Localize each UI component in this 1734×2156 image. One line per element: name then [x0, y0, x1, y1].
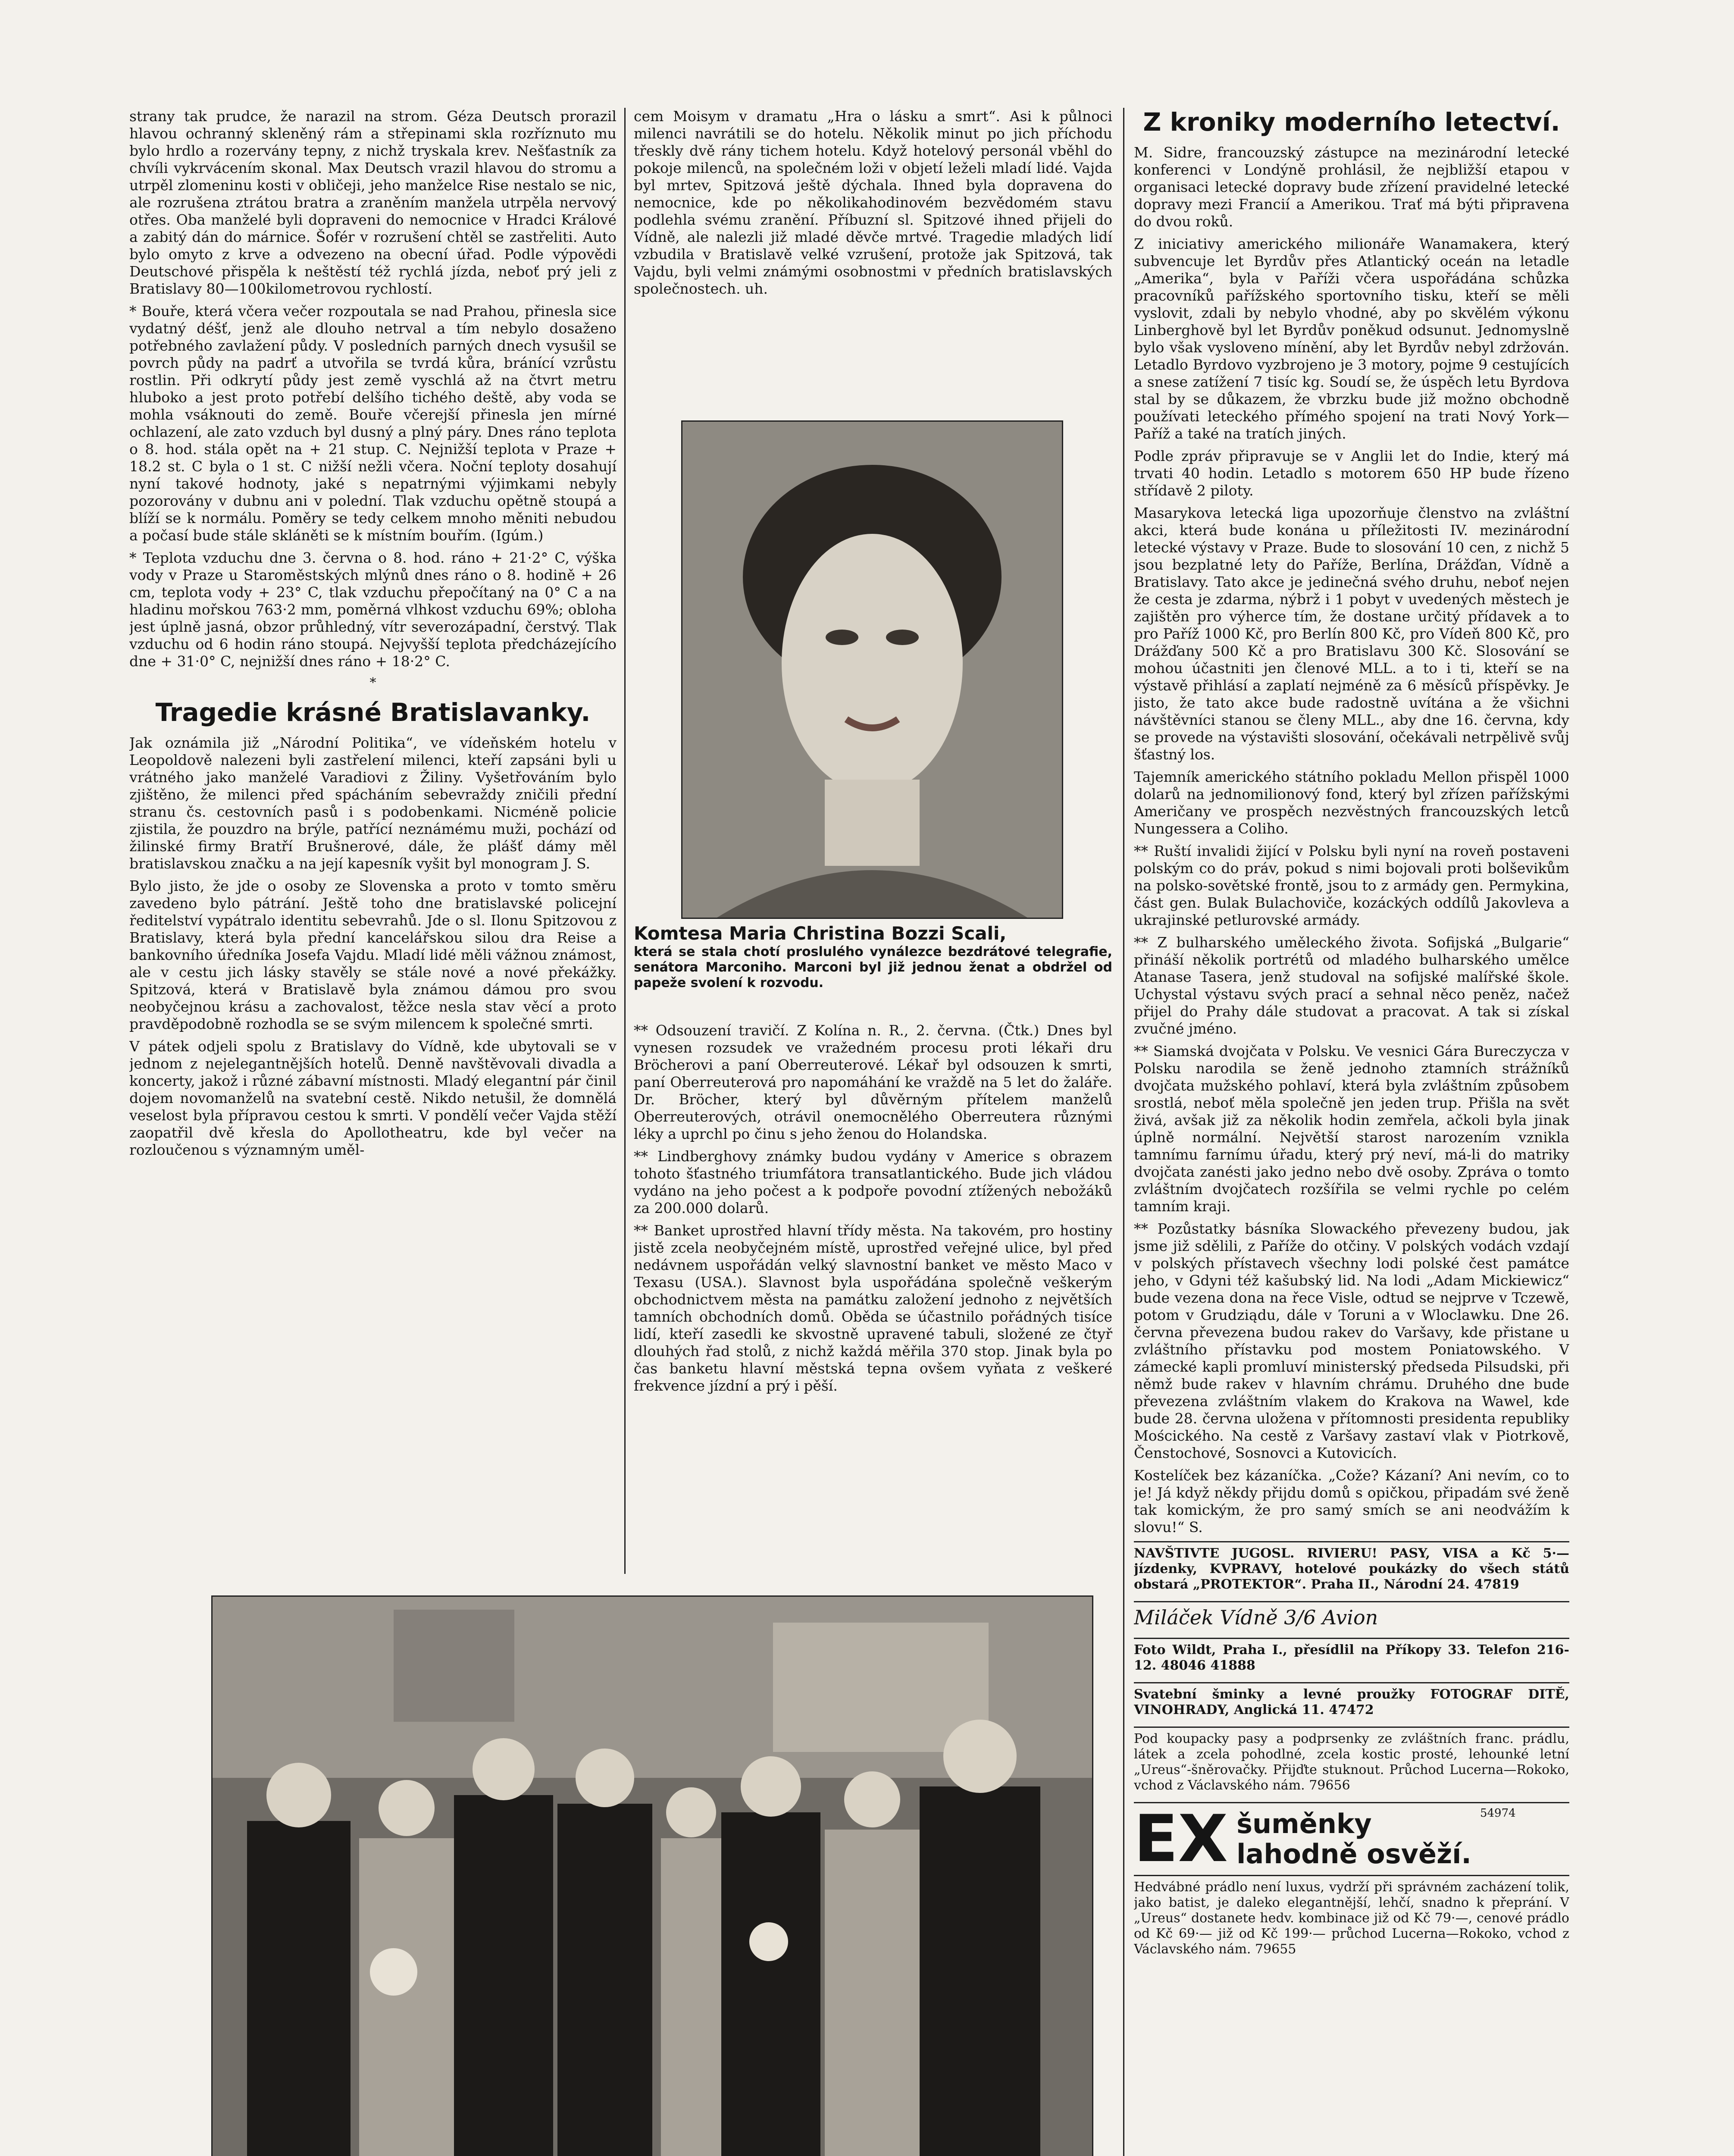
ad-handwritten-text: Miláček Vídně 3/6 Avion	[1134, 1606, 1378, 1629]
ad-ex-line1: šuměnky	[1236, 1808, 1372, 1839]
portrait-caption-text: která se stala chotí proslulého vynálezce bezdrátové telegrafie, senátora Marconiho. Marconi byl již jednou ženat a obdržel od papeže svolení k rozvodu.	[634, 944, 1112, 990]
aviation-sidre: M. Sidre, francouzský zástupce na mezinárodní letecké konferenci v Londýně prohlásil, že nejbližší etapou v organisaci letecké dopravy bude zřízení pravidelné letecké dopravy mezi Francií a Amerikou. Trať má býti připravena do dvou roků.	[1134, 144, 1569, 230]
article-siamese-twins: ** Siamská dvojčata v Polsku. Ve vesnici Gára Bureczycza v Polsku narodila se ženě jednoho ztamních strážníků dvojčata mužského pohlaví, která byla zvláštním způsobem srostlá, neboť měla společně jen jeden trup. Přišla na svět živá, avšak již za několik hodin zemřela, ačkoli byla jinak úplně normální. Největší starost narozením vznikla tamnímu farnímu úřadu, který prý neví, má-li do matriky dvojčata zanésti jako jedno nebo dvě osoby. Zpráva o tomto zvláštním dvojčatech rozšířila se velmi rychle po celém tamním kraji.	[1134, 1043, 1569, 1215]
article-street-banquet: ** Banket uprostřed hlavní třídy města. Na takovém, pro hostiny jistě zcela neobyčejném místě, uprostřed veřejné ulice, byl před nedávnem uspořádán velký slavnostní banket ve město Maco v Texasu (USA.). Slavnost byla uspořádána společně veškerým obchodnictvem města na památku založení jednoho z největších tamních obchodních domů. Oběda se účastnilo pořádných tisíce lidí, kteří zasedli ke skvostně upravené tabuli, složené ze čtyř dlouhých řad stolů, z nichž každá měřila 370 stop. Jinak byla po čas banketu hlavní městská tepna ovšem vyňata z veškeré frekvence jízdní a prý i pěší.	[634, 1222, 1112, 1394]
article-poisoners: ** Odsouzení travičí. Z Kolína n. R., 2. června. (Čtk.) Dnes byl vynesen rozsudek ve vražedném procesu proti lékaři dru Bröcherovi a paní Oberreuterové. Lékař byl odsouzen k smrti, paní Oberreuterová pro napomáhání ke vraždě na 5 let do žaláře. Dr. Bröcher, který byl důvěrným přítelem manželů Oberreuterových, otrávil onemocnělého Oberreutera různými léky a uprchl po činu s jeho ženou do Holandska.	[634, 1022, 1112, 1142]
portrait-caption-title: Komtesa Maria Christina Bozzi Scali,	[634, 923, 1007, 944]
ad-foto-wildt-text: Foto Wildt, Praha I., přesídlil na Příkopy 33. Telefon 216-12. 48046 41888	[1134, 1642, 1569, 1673]
article-joke: Kostelíček bez kázaníčka. „Cože? Kázaní? Ani nevím, co to je! Já když někdy přijdu domů s opičkou, připadám své ženě tak komickým, že pro samý smích se ani neodvážím k slovu!“ S.	[1134, 1467, 1569, 1536]
portrait-image	[682, 422, 1062, 918]
column-divider-2	[1123, 108, 1124, 2156]
portrait-photo	[681, 420, 1063, 919]
ad-ex-code: 54974	[1480, 1807, 1516, 1820]
article-russian-invalids: ** Ruští invalidi žijící v Polsku byli nyní na roveň postaveni polským co do práv, pokud s nimi bojovali proti bolševikům na polsko-sovětské frontě, jsou to z armády gen. Permykina, část gen. Bulak Bulachoviče, kozáckých oddílů Jakovleva a ukrajinské petlurovské armády.	[1134, 843, 1569, 928]
ad-jugoslav-riviera	[1134, 1541, 1569, 1601]
ad-ex-slogan	[1236, 1809, 1471, 1869]
column-middle-bottom	[634, 1022, 1112, 1570]
ad-ex-line2: lahodně osvěží.	[1236, 1838, 1471, 1870]
portrait-caption	[634, 923, 1112, 991]
article-storm: * Bouře, která včera večer rozpoutala se nad Prahou, přinesla sice vydatný déšť, jenž ale dlouho netrval a tím nebylo dosaženo potřebného zavlažení půdy. V posledních parných dnech vysušil se povrch půdy na padrť a utvořila se tvrdá kůra, bránící vzrůstu rostlin. Při odkrytí půdy jest země vyschlá až na čtvrt metru hluboko a jest proto potřebí delšího tichého deště, aby voda se mohla vsáknouti do země. Bouře včerejší přinesla jen mírné ochlazení, ale zato vzduch byl dusný a plný páry. Dnes ráno teplota o 8. hod. stála opět na + 21 stup. C. Nejnižší teplota v Praze + 18.2 st. C byla o 1 st. C nižší nežli včera. Noční teploty dosahují nyní takové hodnoty, jaké s nepatrnými výjimkami nebyly pozorovány v dubnu ani v polední. Tlak vzduchu opětně stoupá a blíží se k normálu. Poměry se tedy celkem mnoho měniti nebudou a počasí bude stále skláněti se k místním bouřím. (Igúm.)	[129, 303, 617, 544]
aviation-mellon: Tajemník amerického státního pokladu Mellon přispěl 1000 dolarů na jednomilionový fond, který byl zřízen pařížskými Američany ve prospěch nezvěstných francouzských letců Nungessera a Coliho.	[1134, 768, 1569, 837]
tragedy-paragraph-1: Jak oznámila již „Národní Politika“, ve vídeňském hotelu v Leopoldově nalezeni byli zastřelení milenci, kteří zapsáni byli u vrátného jako manželé Varadiovi z Žiliny. Vyšetřováním bylo zjištěno, že milenci před spácháním sebevraždy zničili přední stranu čs. cestovních pasů i s podobenkami. Nicméně policie zjistila, že pouzdro na brýle, patřící neznámému muži, pochází od žilinské firmy Bratří Brušnerové, dále, že plášť dámy měl bratislavskou značku a na její kapesník vyšit byl monogram J. S.	[129, 734, 617, 872]
separator-star: *	[369, 675, 376, 690]
tragedy-paragraph-2: Bylo jisto, že jde o osoby ze Slovenska a proto v tomto směru zavedeno bylo pátrání. Ještě toho dne bratislavské policejní ředitelství vypátralo identitu sebevrahů. Jde o sl. Ilonu Spitzovou z Bratislavy, která byla přední kancelářskou silou dra Reise a bankovního úředníka Josefa Vajdu. Mladí lidé měli vážnou známost, ale v cestu jich lásky stavěly se stále nové a nové překážky. Spitzová, která v Bratislavě byla známou dámou pro svou neobyčejnou krásu a zachovalost, těžce nesla stav věcí a proto pravděpodobně rozhodla se se svým milencem k společné smrti.	[129, 877, 617, 1032]
column-divider-1	[624, 108, 626, 1574]
ad-ex-letters: EX	[1134, 1802, 1228, 1877]
headline-tragedy: Tragedie krásné Bratislavanky.	[155, 698, 591, 727]
ad-corsets	[1134, 1727, 1569, 1802]
ad-silk-lingerie	[1134, 1875, 1569, 1966]
headline-aviation: Z kroniky moderního letectví.	[1143, 108, 1560, 137]
ad-corsets-text: Pod koupacky pasy a podprsenky ze zvláštních franc. prádlu, látek a zcela pohodlné, zcela kostic prosté, lehounké letní „Ureus“-šněrovačky. Přijďte stuknout. Průchod Lucerna—Rokoko, vchod z Václavského nám. 79656	[1134, 1731, 1569, 1793]
ad-handwritten	[1134, 1601, 1569, 1638]
tragedy-paragraph-3: V pátek odjeli spolu z Bratislavy do Vídně, kde ubytovali se v jednom z nejelegantnějších hotelů. Denně navštěvovali divadla a koncerty, jakož i různé zábavní místnosti. Mladý elegantní pár činil dojem novomanželů na svatební cestě. Nikdo netušil, že domnělá veselost byla přípravou cestou k smrti. V pondělí večer Vajda stěží zaopatřil dvě křesla do Apollotheatru, kde byl večer na rozloučenou s významným uměl-	[129, 1038, 617, 1158]
ad-ex-drink	[1134, 1802, 1569, 1875]
ad-wedding-photo	[1134, 1682, 1569, 1727]
column-left	[129, 108, 617, 1570]
article-bulgarian-art: ** Z bulharského uměleckého života. Sofijská „Bulgarie“ přináší několik portrétů od mladého bulharského umělce Atanase Tasera, jenž studoval na sofijské malířské škole. Uchystal výstavu svých prací a sehnal něco peněz, načež přijel do Prahy dále studovat a pracovat. A tak si získal zvučné jméno.	[1134, 934, 1569, 1037]
ad-silk-lingerie-text: Hedvábné prádlo není luxus, vydrží při správném zacházení tolik, jako batist, je daleko elegantnější, lehčí, snadno k přeprání. V „Ureus“ dostanete hedv. kombinace již od Kč 79·—, cenové prádlo od Kč 69·— již od Kč 199·— průchod Lucerna—Rokoko, vchod z Václavského nám. 79655	[1134, 1880, 1569, 1957]
column-right	[1134, 108, 1569, 2156]
ad-foto-wildt	[1134, 1638, 1569, 1682]
article-temperature: * Teplota vzduchu dne 3. června o 8. hod. ráno + 21·2° C, výška vody v Praze u Staroměstských mlýnů dnes ráno o 8. hodině + 26 cm, teplota vody + 23° C, tlak vzduchu přepočítaný na 0° C a na hladinu mořskou 763·2 mm, poměrná vlhkost vzduchu 69%; obloha jest úplně jasná, obzor průhledný, vítr severozápadní, čerstvý. Tlak vzduchu od 6 hodin ráno stoupá. Nejvyšší teplota předcházejícího dne + 31·0° C, nejnižší dnes ráno + 18·2° C.	[129, 549, 617, 670]
group-photo-image	[213, 1597, 1092, 2156]
tragedy-continuation: cem Moisym v dramatu „Hra o lásku a smrt“. Asi k půlnoci milenci navrátili se do hotelu. Několik minut po jich příchodu třeskly dvě rány tichem hotelu. Když hotelový personál vběhl do pokoje milenců, na společném loži v objetí leželi mladí lidé. Vajda byl mrtev, Spitzová ještě dýchala. Ihned byla dopravena do nemocnice, kde po několikahodinovém bezvědomém stavu podlehla svému zranění. Příbuzní sl. Spitzové ihned přijeli do Vídně, ale nalezli již mladé děvče mrtvé. Tragedie mladých lidí vzbudila v Bratislavě velké vzrušení, protože jak Spitzová, tak Vajdu, byli velmi známými osobnostmi v předních bratislavských společnostech. uh.	[634, 108, 1112, 297]
column-middle-top	[634, 108, 1112, 410]
aviation-india: Podle zpráv připravuje se v Anglii let do Indie, který má trvati 40 hodin. Letadlo s motorem 650 HP bude řízeno střídavě 2 piloty.	[1134, 448, 1569, 499]
aviation-byrd: Z iniciativy amerického milionáře Wanamakera, který subvencuje let Byrdův přes Atlantický oceán na letadle „Amerika“, byla v Paříži včera uspořádána schůzka pracovníků pařížského sportovního tisku, kteří se měli vyslovit, zdali by nebylo vhodné, aby po skvělém výkonu Linberghově byl let Byrdův poněkud odsunut. Jednomyslně bylo však vysloveno mínění, aby let Byrdův nebyl zdržován. Letadlo Byrdovo vyzbrojeno je 3 motory, pojme 9 cestujících a snese zatížení 7 tisíc kg. Soudí se, že úspěch letu Byrdova stal by se důkazem, že vbrzku bude již možno obchodně používati leteckého přímého spojení na trati Nový York—Paříž a také na tratích jiných.	[1134, 235, 1569, 442]
group-photo	[211, 1595, 1093, 2156]
ad-jugoslav-riviera-text: NAVŠTIVTE JUGOSL. RIVIERU! PASY, VISA a Kč 5·— jízdenky, KVPRAVY, hotelové poukázky do všech států obstará „PROTEKTOR“. Praha II., Národní 24. 47819	[1134, 1546, 1569, 1592]
article-car-accident: strany tak prudce, že narazil na strom. Géza Deutsch prorazil hlavou ochranný skleněný rám a střepinami skla rozříznuto mu bylo hrdlo a rozervány tepny, z nichž tryskala krev. Nešťastník za chvíli vykrvácením skonal. Max Deutsch vrazil hlavou do stromu a utrpěl zlomeninu kosti v obličeji, jeho manželce Rise nestalo se nic, ale rozrušena ztrátou bratra a zraněním manžela utrpěla nervový otřes. Oba manželé byli dopraveni do nemocnice v Hradci Králové a zabitý dán do márnice. Šofér v rozrušení chtěl se zastřeliti. Auto bylo omyto z krve a odvezeno na obecní úřad. Podle výpovědi Deutschové přispěla k neštěstí též rychlá jízda, neboť prý jeli z Bratislavy 80—100kilometrovou rychlostí.	[129, 108, 617, 297]
aviation-masaryk-league: Masarykova letecká liga upozorňuje členstvo na zvláštní akci, která bude konána u příležitosti IV. mezinárodní letecké výstavy v Praze. Bude to slosování 10 cen, z nichž 5 jsou bezplatné lety do Paříže, Berlína, Drážďan, Vídně a Bratislavy. Tato akce je jedinečná svého druhu, neboť nejen že cesta je zdarma, nýbrž i 1 pobyt v uvedených městech je zajištěn pro výherce tím, že dostane určitý přídavek a to pro Paříž 1000 Kč, pro Berlín 800 Kč, pro Vídeň 800 Kč, pro Drážďany 500 Kč a pro Bratislavu 300 Kč. Slosování se mohou účastniti jen členové MLL. a to i ti, kteří se na výstavě přihlásí a zaplatí nejméně za 6 měsíců příspěvky. Je jisto, že tato akce bude radostně uvítána a že všichni návštěvníci stanou se členy MLL., aby dne 16. června, kdy se provede na výstavišti slosování, očekávali netrpělivě svůj šťastný los.	[1134, 505, 1569, 763]
article-slowacki-remains: ** Pozůstatky básníka Slowackého převezeny budou, jak jsme již sdělili, z Paříže do otčiny. V polských vodách vzdají v polských přístavech všechny lodi polské čest památce jeho, v Gdyni též kašubský lid. Na lodi „Adam Mickiewicz“ bude vezena dona na řece Visle, odtud se nejprve v Tczewě, potom v Grudziądu, dále v Toruni a v Wloclawku. Dne 26. června převezena budou rakev do Varšavy, kde přistane u zvláštního přístavku pod mostem Poniatowského. V zámecké kapli promluví ministerský předseda Pilsudski, při němž bude rakev v hlavním chrámu. Druhého dne bude převezena zvláštním vlakem do Krakova na Wawel, kde bude 28. června uložena v přítomnosti presidenta republiky Moścického. Na cestě z Varšavy zastaví vlak v Piotrkově, Čenstochové, Sosnovci a Kutovicích.	[1134, 1220, 1569, 1461]
article-lindbergh-stamps: ** Lindberghovy známky budou vydány v Americe s obrazem tohoto šťastného triumfátora transatlantického. Bude jich vládou vydáno na jeho počest a k podpoře povodní ztížených nebožáků za 200.000 dolarů.	[634, 1148, 1112, 1216]
ad-wedding-photo-text: Svatební šminky a levné proužky FOTOGRAF DITĚ, VINOHRADY, Anglická 11. 47472	[1134, 1687, 1569, 1717]
